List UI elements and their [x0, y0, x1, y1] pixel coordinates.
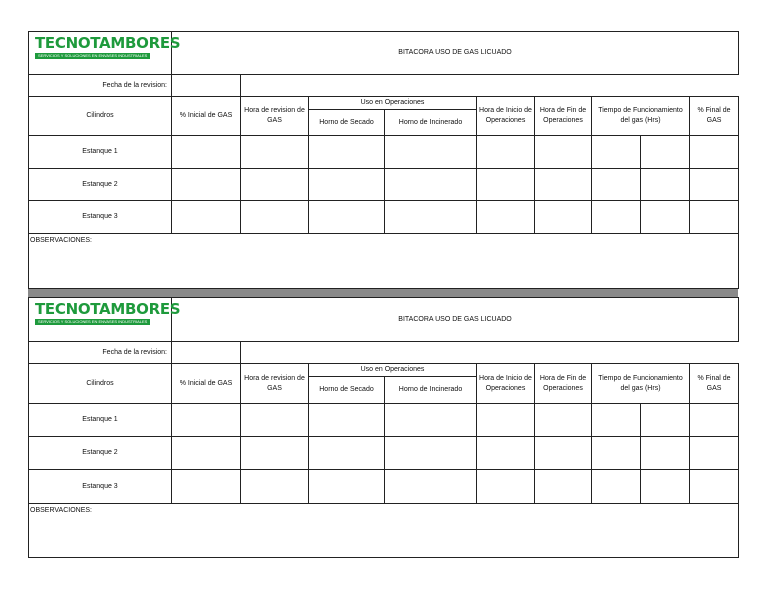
data-cell[interactable]: [172, 437, 241, 470]
data-cell[interactable]: [535, 201, 592, 234]
data-cell[interactable]: [535, 136, 592, 169]
header-initial-gas: % Inicial de GAS: [172, 97, 241, 136]
data-cell[interactable]: [535, 169, 592, 201]
data-cell[interactable]: [690, 136, 739, 169]
row-label: Estanque 2: [29, 437, 172, 470]
data-cell[interactable]: [641, 404, 690, 437]
data-cell[interactable]: [690, 404, 739, 437]
data-cell[interactable]: [641, 437, 690, 470]
data-cell[interactable]: [385, 437, 477, 470]
header-review-time: Hora de revision de GAS: [241, 364, 309, 404]
data-cell[interactable]: [241, 201, 309, 234]
data-cell[interactable]: [477, 169, 535, 201]
data-cell[interactable]: [172, 470, 241, 504]
header-incinerator-oven: Horno de Incinerado: [385, 110, 477, 136]
blank-area: [241, 342, 739, 364]
data-cell[interactable]: [690, 437, 739, 470]
observations-area[interactable]: [29, 504, 739, 558]
table-row: [29, 136, 739, 169]
table-row: [29, 201, 739, 234]
blank-area: [241, 75, 739, 97]
data-cell[interactable]: [309, 201, 385, 234]
header-cilindros: Cilindros: [29, 97, 172, 136]
row-label: Estanque 3: [29, 201, 172, 234]
data-cell[interactable]: [241, 437, 309, 470]
data-cell[interactable]: [592, 404, 641, 437]
data-cell[interactable]: [641, 136, 690, 169]
data-cell[interactable]: [172, 169, 241, 201]
row-label: Estanque 1: [29, 404, 172, 437]
header-runtime: Tiempo de Funcionamiento del gas (Hrs): [592, 97, 690, 136]
form-title: BITACORA USO DE GAS LICUADO: [172, 32, 739, 75]
data-cell[interactable]: [641, 470, 690, 504]
data-cell[interactable]: [172, 201, 241, 234]
review-date-field[interactable]: [172, 75, 241, 97]
header-start-time: Hora de Inicio de Operaciones: [477, 364, 535, 404]
logo-wordmark: TECNOTAMBORES: [35, 300, 181, 318]
review-date-label: Fecha de la revision:: [29, 75, 172, 97]
data-cell[interactable]: [309, 169, 385, 201]
header-operations-group: Uso en Operaciones: [309, 97, 477, 110]
form-title: BITACORA USO DE GAS LICUADO: [172, 298, 739, 342]
data-cell[interactable]: [385, 201, 477, 234]
row-label: Estanque 1: [29, 136, 172, 169]
data-cell[interactable]: [172, 404, 241, 437]
header-end-time: Hora de Fin de Operaciones: [535, 364, 592, 404]
data-cell[interactable]: [690, 169, 739, 201]
header-final-gas: % Final de GAS: [690, 97, 739, 136]
logo-cell: [29, 298, 181, 342]
data-cell[interactable]: [477, 404, 535, 437]
data-cell[interactable]: [385, 470, 477, 504]
data-cell[interactable]: [592, 437, 641, 470]
data-cell[interactable]: [477, 136, 535, 169]
table-row: [29, 404, 739, 437]
data-cell[interactable]: [477, 470, 535, 504]
company-logo: [29, 32, 181, 61]
data-cell[interactable]: [385, 404, 477, 437]
data-cell[interactable]: [592, 201, 641, 234]
table-row: [29, 470, 739, 504]
data-cell[interactable]: [385, 169, 477, 201]
data-cell[interactable]: [690, 470, 739, 504]
data-cell[interactable]: [309, 136, 385, 169]
header-review-time: Hora de revision de GAS: [241, 97, 309, 136]
data-cell[interactable]: [385, 136, 477, 169]
logo-wordmark: TECNOTAMBORES: [35, 34, 181, 52]
data-cell[interactable]: [592, 136, 641, 169]
observations-area[interactable]: [29, 234, 739, 289]
data-cell[interactable]: [309, 404, 385, 437]
logo-tagline: SERVICIOS Y SOLUCIONES EN ENVASES INDUSTRIALES: [35, 53, 150, 59]
header-initial-gas: % Inicial de GAS: [172, 364, 241, 404]
header-cilindros: Cilindros: [29, 364, 172, 404]
header-start-time: Hora de Inicio de Operaciones: [477, 97, 535, 136]
log-form-top: [28, 31, 738, 289]
data-cell[interactable]: [309, 470, 385, 504]
data-cell[interactable]: [241, 136, 309, 169]
row-label: Estanque 2: [29, 169, 172, 201]
table-row: [29, 169, 739, 201]
review-date-label: Fecha de la revision:: [29, 342, 172, 364]
table-row: [29, 437, 739, 470]
data-cell[interactable]: [477, 201, 535, 234]
row-label: Estanque 3: [29, 470, 172, 504]
data-cell[interactable]: [241, 470, 309, 504]
company-logo: [29, 298, 181, 327]
review-date-field[interactable]: [172, 342, 241, 364]
section-divider: [28, 289, 738, 297]
gas-log-table: [28, 31, 739, 289]
data-cell[interactable]: [592, 169, 641, 201]
header-drying-oven: Horno de Secado: [309, 377, 385, 404]
header-final-gas: % Final de GAS: [690, 364, 739, 404]
gas-log-table: [28, 297, 739, 558]
data-cell[interactable]: [535, 470, 592, 504]
log-form-bottom: [28, 297, 738, 558]
data-cell[interactable]: [641, 169, 690, 201]
data-cell[interactable]: [592, 470, 641, 504]
data-cell[interactable]: [535, 404, 592, 437]
data-cell[interactable]: [690, 201, 739, 234]
data-cell[interactable]: [535, 437, 592, 470]
logo-tagline: SERVICIOS Y SOLUCIONES EN ENVASES INDUSTRIALES: [35, 319, 150, 325]
data-cell[interactable]: [241, 169, 309, 201]
header-end-time: Hora de Fin de Operaciones: [535, 97, 592, 136]
logo-cell: [29, 32, 181, 75]
data-cell[interactable]: [241, 404, 309, 437]
data-cell[interactable]: [172, 136, 241, 169]
data-cell[interactable]: [309, 437, 385, 470]
observations-label: OBSERVACIONES:: [30, 507, 92, 514]
data-cell[interactable]: [477, 437, 535, 470]
header-operations-group: Uso en Operaciones: [309, 364, 477, 377]
header-runtime: Tiempo de Funcionamiento del gas (Hrs): [592, 364, 690, 404]
observations-label: OBSERVACIONES:: [30, 237, 92, 244]
header-drying-oven: Horno de Secado: [309, 110, 385, 136]
header-incinerator-oven: Horno de Incinerado: [385, 377, 477, 404]
data-cell[interactable]: [641, 201, 690, 234]
